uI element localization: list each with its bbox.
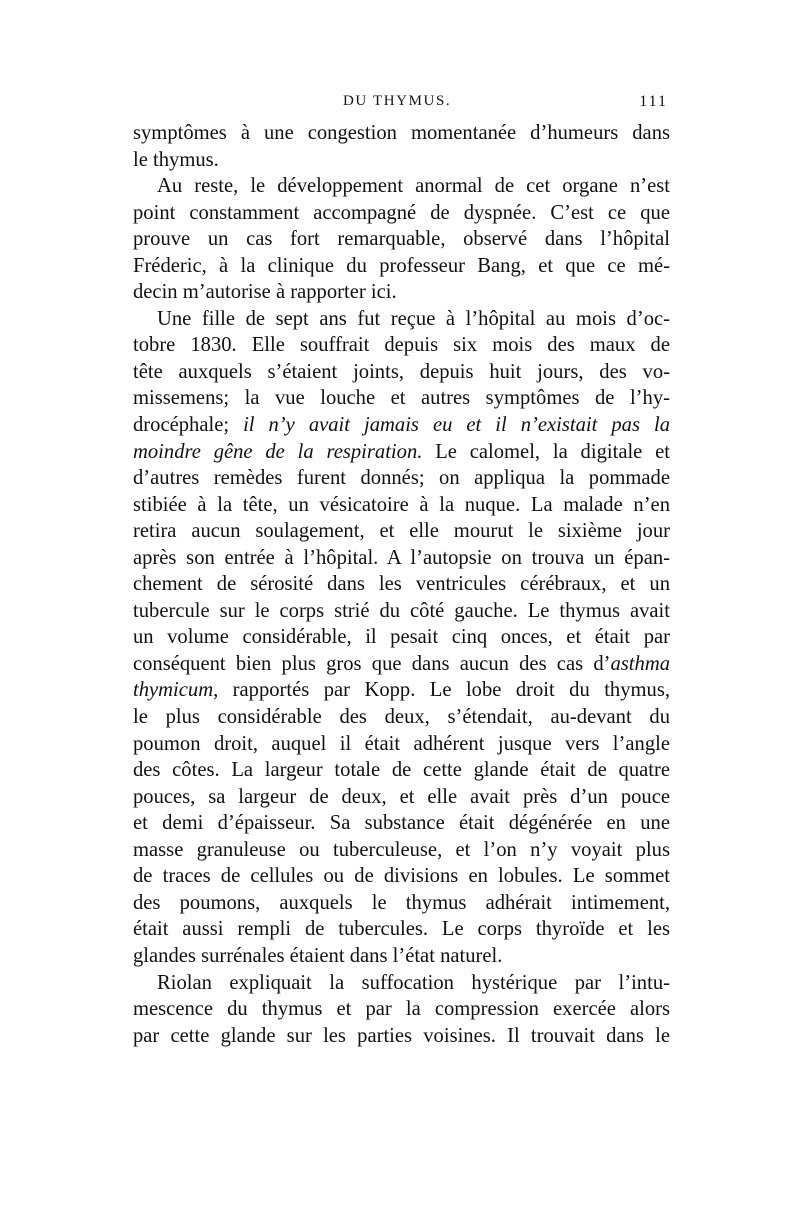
text-line <box>133 412 670 439</box>
text-line <box>133 651 670 678</box>
text-line: mescence du thymus et par la compression exercée alors <box>133 998 670 1021</box>
text-line: missemens; la vue louche et autres symptômes de l’hy- <box>133 387 670 410</box>
italic-text: moindre gêne de la respiration. <box>133 440 423 463</box>
text-line: glandes surrénales étaient dans l’état naturel. <box>133 944 503 967</box>
text-line: tubercule sur le corps strié du côté gauche. Le thymus avait <box>133 599 670 622</box>
text-line <box>133 677 670 704</box>
text-line: tête auxquels s’étaient joints, depuis huit jours, des vo- <box>133 360 670 383</box>
text-line: par cette glande sur les parties voisines. Il trouvait dans le <box>133 1024 670 1047</box>
text-segment: Le calomel, la digitale et <box>422 440 670 463</box>
text-line: d’autres remèdes furent donnés; on appliqua la pommade <box>133 467 670 490</box>
text-line: le thymus. <box>133 148 219 171</box>
text-line: point constamment accompagné de dyspnée. C’est ce que <box>133 201 670 224</box>
italic-text: asthma <box>610 652 670 675</box>
text-line: était aussi rempli de tubercules. Le corps thyroïde et les <box>133 918 670 941</box>
text-line: symptômes à une congestion momentanée d’humeurs dans <box>133 122 670 144</box>
italic-text: il n’y avait jamais eu et il n’existait pas la <box>243 414 670 437</box>
text-line: le plus considérable des deux, s’étendait, au-devant du <box>133 706 670 729</box>
text-segment: drocéphale; <box>133 414 244 437</box>
text-line: poumon droit, auquel il était adhérent jusque vers l’angle <box>133 732 670 755</box>
text-line: des poumons, auxquels le thymus adhérait intimement, <box>133 891 670 914</box>
text-line: Riolan expliquait la suffocation hystérique par l’intu- <box>157 971 670 994</box>
running-head <box>133 93 668 117</box>
text-line: Fréderic, à la clinique du professeur Bang, et que ce mé- <box>133 254 670 277</box>
text-line: retira aucun soulagement, et elle mourut le sixième jour <box>133 520 670 543</box>
text-line: Une fille de sept ans fut reçue à l’hôpital au mois d’oc- <box>157 307 670 330</box>
text-line: pouces, sa largeur de deux, et elle avait près d’un pouce <box>133 785 670 808</box>
text-segment: , rapportés par Kopp. Le lobe droit du thymus, <box>213 679 670 702</box>
body-text <box>133 120 670 1049</box>
running-title: DU THYMUS. <box>343 93 452 109</box>
text-line: des côtes. La largeur totale de cette glande était de quatre <box>133 759 670 782</box>
text-line: après son entrée à l’hôpital. A l’autopsie on trouva un épan- <box>133 546 670 569</box>
text-line: un volume considérable, il pesait cinq onces, et était par <box>133 626 670 649</box>
text-segment: conséquent bien plus gros que dans aucun des cas d’ <box>133 652 611 675</box>
text-line: tobre 1830. Elle souffrait depuis six mois des maux de <box>133 334 670 357</box>
text-line: de traces de cellules ou de divisions en lobules. Le sommet <box>133 865 670 888</box>
text-line: et demi d’épaisseur. Sa substance était dégénérée en une <box>133 812 670 835</box>
text-line: Au reste, le développement anormal de cet organe n’est <box>157 175 670 198</box>
text-line: decin m’autorise à rapporter ici. <box>133 281 397 304</box>
italic-text: thymicum <box>133 679 214 702</box>
text-line: stibiée à la tête, un vésicatoire à la nuque. La malade n’en <box>133 493 670 516</box>
text-line: masse granuleuse ou tuberculeuse, et l’on n’y voyait plus <box>133 838 670 861</box>
text-line <box>133 439 670 466</box>
text-line: prouve un cas fort remarquable, observé dans l’hôpital <box>133 228 670 251</box>
page-number: 111 <box>639 93 668 110</box>
text-line: chement de sérosité dans les ventricules cérébraux, et un <box>133 573 670 596</box>
